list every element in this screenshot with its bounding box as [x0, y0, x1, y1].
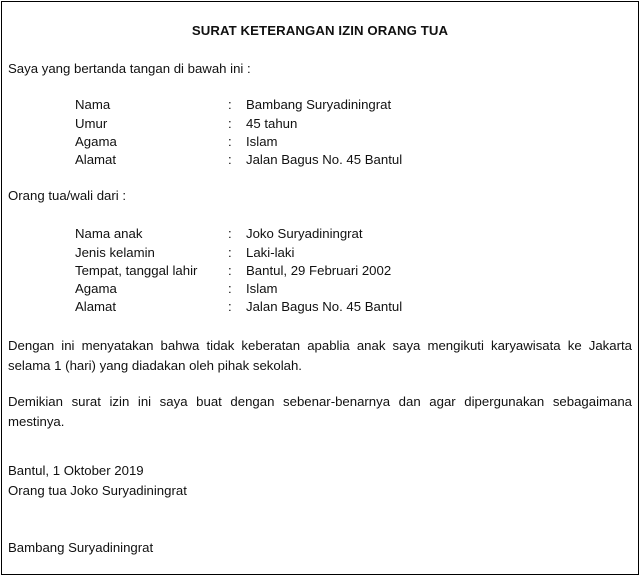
field-value: Jalan Bagus No. 45 Bantul — [246, 152, 403, 167]
letter-title: SURAT KETERANGAN IZIN ORANG TUA — [191, 23, 449, 38]
field-value: Joko Suryadiningrat — [246, 226, 363, 241]
field-value: Islam — [246, 281, 278, 296]
field-label: Jenis kelamin — [75, 245, 155, 260]
field-value: Islam — [246, 134, 278, 149]
field-colon: : — [228, 97, 232, 112]
child-address-row — [2, 299, 638, 317]
field-colon: : — [228, 226, 232, 241]
parent-religion-row — [2, 134, 638, 152]
signer-role: Orang tua Joko Suryadiningrat — [8, 483, 187, 498]
field-colon: : — [228, 299, 232, 314]
parent-age-row — [2, 116, 638, 134]
field-colon: : — [228, 263, 232, 278]
field-label: Agama — [75, 134, 117, 149]
child-birth-row — [2, 263, 638, 281]
field-label: Nama — [75, 97, 111, 112]
letter-page — [1, 1, 639, 575]
child-name-row — [2, 226, 638, 244]
field-label: Agama — [75, 281, 117, 296]
statement-paragraph: Dengan ini menyatakan bahwa tidak keberatan apablia anak saya mengikuti karyawisata ke Jakarta selama 1 (hari) yang diadakan oleh pihak sekolah. — [8, 338, 632, 373]
child-gender-row — [2, 245, 638, 263]
field-value: Laki-laki — [246, 245, 295, 260]
field-label: Alamat — [75, 299, 117, 314]
field-value: Bambang Suryadiningrat — [246, 97, 392, 112]
intro-text: Saya yang bertanda tangan di bawah ini : — [8, 61, 251, 76]
field-colon: : — [228, 245, 232, 260]
signer-name: Bambang Suryadiningrat — [8, 540, 154, 555]
field-colon: : — [228, 152, 232, 167]
field-value: Jalan Bagus No. 45 Bantul — [246, 299, 403, 314]
field-label: Alamat — [75, 152, 117, 167]
place-date: Bantul, 1 Oktober 2019 — [8, 463, 144, 478]
field-label: Tempat, tanggal lahir — [75, 263, 198, 278]
field-label: Umur — [75, 116, 108, 131]
field-label: Nama anak — [75, 226, 143, 241]
field-colon: : — [228, 281, 232, 296]
guardian-of-text: Orang tua/wali dari : — [8, 188, 127, 203]
parent-address-row — [2, 152, 638, 170]
child-religion-row — [2, 281, 638, 299]
field-colon: : — [228, 116, 232, 131]
field-value: Bantul, 29 Februari 2002 — [246, 263, 392, 278]
closing-paragraph: Demikian surat izin ini saya buat dengan sebenar-benarnya dan agar dipergunakan sebagaimana mestinya. — [8, 394, 632, 429]
field-value: 45 tahun — [246, 116, 298, 131]
parent-name-row — [2, 97, 638, 115]
field-colon: : — [228, 134, 232, 149]
